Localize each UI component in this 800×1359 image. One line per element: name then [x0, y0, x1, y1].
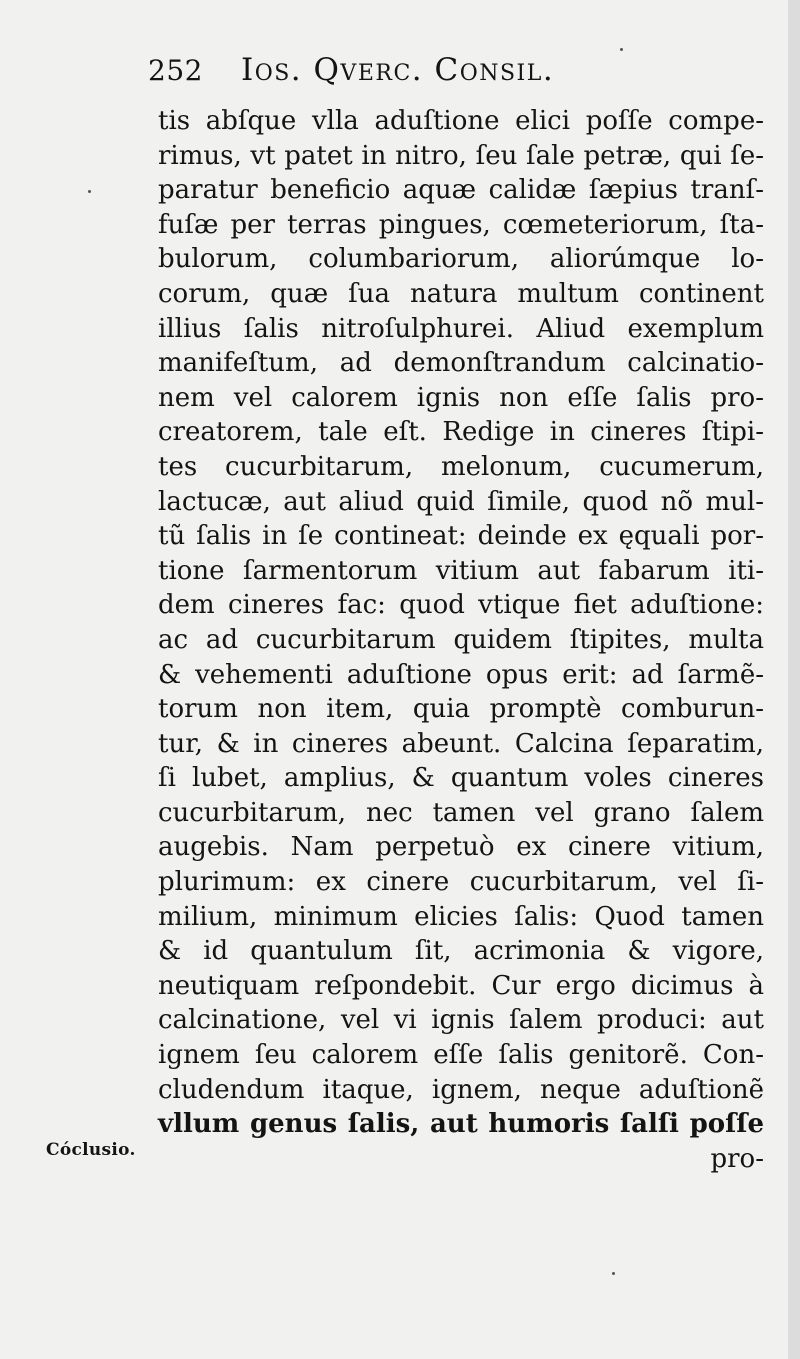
- ink-speck: [612, 1272, 615, 1275]
- margin-note: Cóclusio.: [46, 1140, 136, 1160]
- text-line: creatorem, tale eſt. Redige in cineres ſtipi-: [158, 417, 764, 448]
- text-line: illius ſalis nitroſulphurei. Aliud exemplum: [158, 313, 764, 344]
- text-line: neutiquam reſpondebit. Cur ergo dicimus à: [158, 970, 764, 1001]
- text-line: & id quantulum ſit, acrimonia & vigore,: [158, 936, 764, 967]
- text-line: dem cineres fac: quod vtique fiet aduſtione:: [158, 590, 764, 621]
- text-line: torum non item, quia promptè comburun-: [158, 694, 764, 725]
- text-line: ignem ſeu calorem eſſe ſalis genitorẽ. Con-: [158, 1040, 764, 1071]
- text-line: bulorum, columbariorum, aliorúmque lo-: [158, 244, 764, 275]
- text-line: pro-: [710, 1143, 764, 1174]
- text-line: calcinatione, vel vi ignis ſalem produci: aut: [158, 1005, 764, 1036]
- text-line: fuſæ per terras pingues, cœmeteriorum, ſta-: [158, 209, 764, 240]
- ink-speck: [88, 190, 91, 193]
- text-line: cucurbitarum, nec tamen vel grano ſalem: [158, 797, 764, 828]
- text-line: tes cucurbitarum, melonum, cucumerum,: [158, 451, 764, 482]
- text-line: tis abſque vlla aduſtione elici poſſe compe-: [158, 106, 764, 136]
- text-line: nem vel calorem ignis non eſſe ſalis pro-: [158, 382, 764, 413]
- text-line: & vehementi aduſtione opus erit: ad ſarmẽ-: [158, 659, 764, 690]
- text-line: vllum genus ſalis, aut humoris ſalſi poſſe: [158, 1109, 764, 1140]
- text-line: ſi lubet, amplius, & quantum voles cineres: [158, 763, 764, 794]
- text-line: tũ ſalis in ſe contineat: deinde ex ęquali por-: [158, 521, 764, 552]
- text-line: ac ad cucurbitarum quidem ſtipites, multa: [158, 624, 764, 655]
- ink-speck: [620, 48, 623, 51]
- text-line: milium, minimum elicies ſalis: Quod tamen: [158, 901, 764, 932]
- text-line: cludendum itaque, ignem, neque aduſtionẽ: [158, 1074, 764, 1105]
- text-line: augebis. Nam perpetuò ex cinere vitium,: [158, 832, 764, 863]
- text-line: tur, & in cineres abeunt. Calcina ſeparatim,: [158, 728, 764, 759]
- text-line: manifeſtum, ad demonſtrandum calcinatio-: [158, 348, 764, 379]
- page-number: 252: [148, 54, 203, 87]
- body-text: [158, 104, 764, 1176]
- text-line: tione ſarmentorum vitium aut fabarum iti-: [158, 555, 764, 586]
- text-line: corum, quæ ſua natura multum continent: [158, 278, 764, 309]
- page-header: [148, 52, 554, 100]
- text-line: rimus, vt patet in nitro, ſeu ſale petræ, qui ſe-: [158, 140, 764, 171]
- text-line: plurimum: ex cinere cucurbitarum, vel ſi-: [158, 867, 764, 898]
- text-line: lactucæ, aut aliud quid ſimile, quod nõ mul-: [158, 486, 764, 517]
- running-title: Ios. Qverc. Consil.: [240, 52, 555, 88]
- text-line: paratur beneficio aquæ calidæ ſæpius tranſ-: [158, 175, 764, 206]
